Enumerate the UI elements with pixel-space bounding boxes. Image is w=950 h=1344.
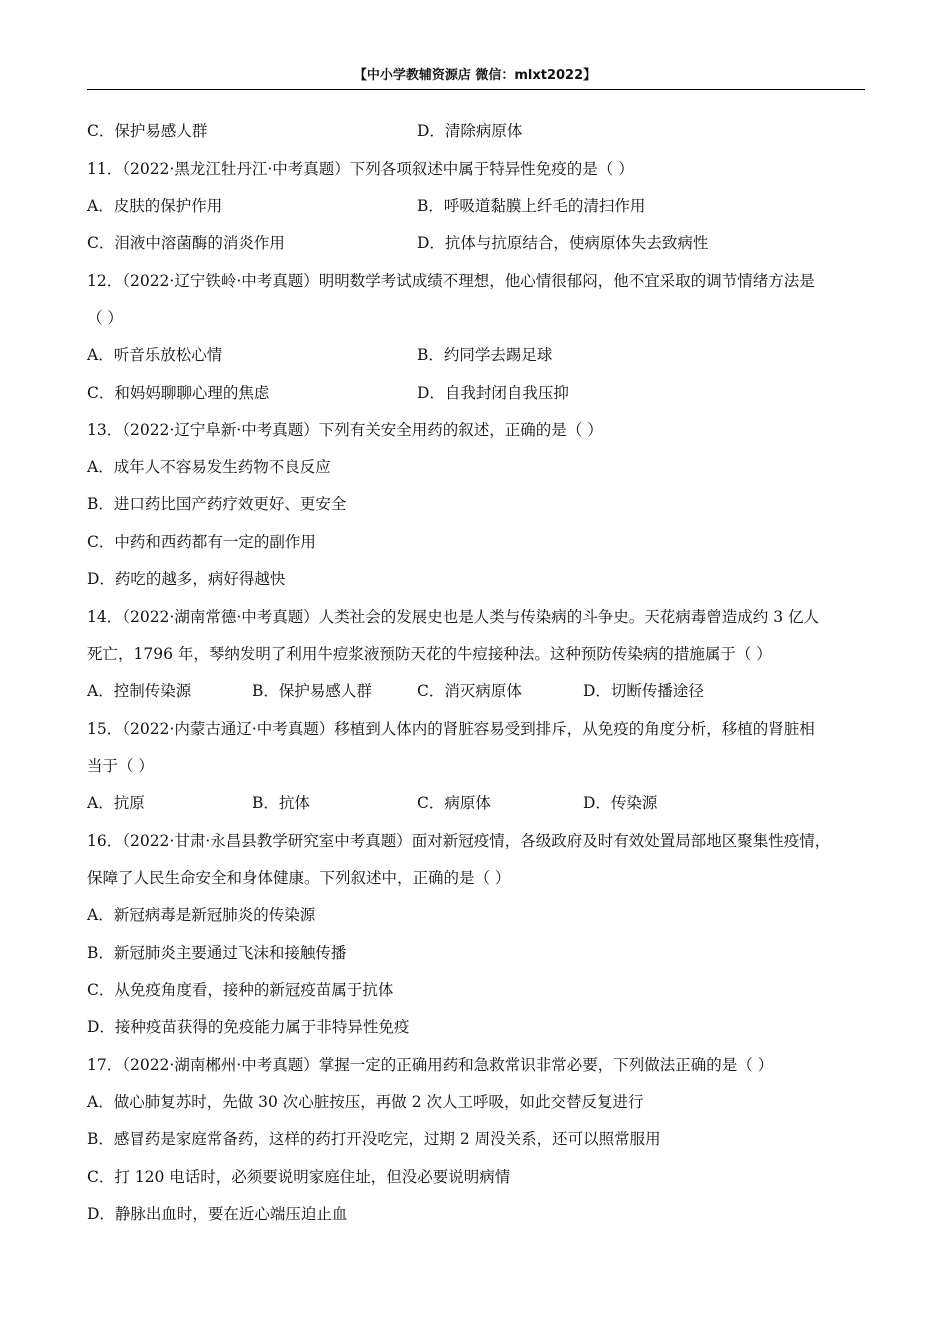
q17-option-d: D．静脉出血时，要在近心端压迫止血 [87,1205,348,1223]
q13-option-a: A．成年人不容易发生药物不良反应 [87,458,331,476]
q11-option-c: C．泪液中溶菌酶的消炎作用 [87,234,285,252]
q12-option-a: A．听音乐放松心情 [87,346,223,364]
q15-option-c: C．病原体 [417,794,491,812]
q12-option-c: C．和妈妈聊聊心理的焦虑 [87,384,270,402]
q16-option-b: B．新冠肺炎主要通过飞沫和接触传播 [87,944,347,962]
q15-option-a: A．抗原 [87,794,145,812]
q14-option-a: A．控制传染源 [87,682,192,700]
q15-option-d: D．传染源 [583,794,658,812]
q13-option-d: D．药吃的越多，病好得越快 [87,570,286,588]
q16-option-c: C．从免疫角度看，接种的新冠疫苗属于抗体 [87,981,394,999]
q15-stem-line2: 当于（ ） [87,757,154,775]
q11-option-d: D．抗体与抗原结合，使病原体失去致病性 [417,234,709,252]
q12-option-b: B．约同学去踢足球 [417,346,553,364]
q16-stem-line1: 16．（2022·甘肃·永昌县教学研究室中考真题）面对新冠疫情，各级政府及时有效处置局部地区聚集性疫情， [87,832,831,850]
q11-option-b: B．呼吸道黏膜上纤毛的清扫作用 [417,197,646,215]
q17-option-c: C．打 120 电话时，必须要说明家庭住址，但没必要说明病情 [87,1168,511,1186]
q14-stem-line1: 14．（2022·湖南常德·中考真题）人类社会的发展史也是人类与传染病的斗争史。天花病毒曾造成约 3 亿人 [87,608,819,626]
q15-option-b: B．抗体 [252,794,310,812]
q16-stem-line2: 保障了人民生命安全和身体健康。下列叙述中，正确的是（ ） [87,869,511,887]
q12-stem-line1: 12．（2022·辽宁铁岭·中考真题）明明数学考试成绩不理想，他心情很郁闷，他不宜采取的调节情绪方法是 [87,272,815,290]
q13-option-c: C．中药和西药都有一定的副作用 [87,533,316,551]
q14-option-b: B．保护易感人群 [252,682,372,700]
page-header: 【中小学教辅资源店 微信：mlxt2022】 [353,68,597,83]
q10-option-d: D．清除病原体 [417,122,523,140]
q17-option-b: B．感冒药是家庭常备药，这样的药打开没吃完，过期 2 周没关系，还可以照常服用 [87,1130,661,1148]
q16-option-d: D．接种疫苗获得的免疫能力属于非特异性免疫 [87,1018,410,1036]
q16-option-a: A．新冠病毒是新冠肺炎的传染源 [87,906,316,924]
q11-stem: 11．（2022·黑龙江牡丹江·中考真题）下列各项叙述中属于特异性免疫的是（ ） [87,160,634,178]
q13-option-b: B．进口药比国产药疗效更好、更安全 [87,495,347,513]
q14-stem-line2: 死亡，1796 年，琴纳发明了利用牛痘浆液预防天花的牛痘接种法。这种预防传染病的措施属于（ ） [87,645,772,663]
header-divider [87,89,865,90]
q12-stem-line2: （ ） [87,309,123,327]
q15-stem-line1: 15．（2022·内蒙古通辽·中考真题）移植到人体内的肾脏容易受到排斥，从免疫的角度分析，移植的肾脏相 [87,720,815,738]
q12-option-d: D．自我封闭自我压抑 [417,384,569,402]
q17-stem: 17．（2022·湖南郴州·中考真题）掌握一定的正确用药和急救常识非常必要，下列做法正确的是（ ） [87,1056,774,1074]
q13-stem: 13．（2022·辽宁阜新·中考真题）下列有关安全用药的叙述，正确的是（ ） [87,421,603,439]
q11-option-a: A．皮肤的保护作用 [87,197,223,215]
q17-option-a: A．做心肺复苏时，先做 30 次心脏按压，再做 2 次人工呼吸，如此交替反复进行 [87,1093,644,1111]
q14-option-d: D．切断传播途径 [583,682,704,700]
q10-option-c: C．保护易感人群 [87,122,208,140]
q14-option-c: C．消灭病原体 [417,682,522,700]
